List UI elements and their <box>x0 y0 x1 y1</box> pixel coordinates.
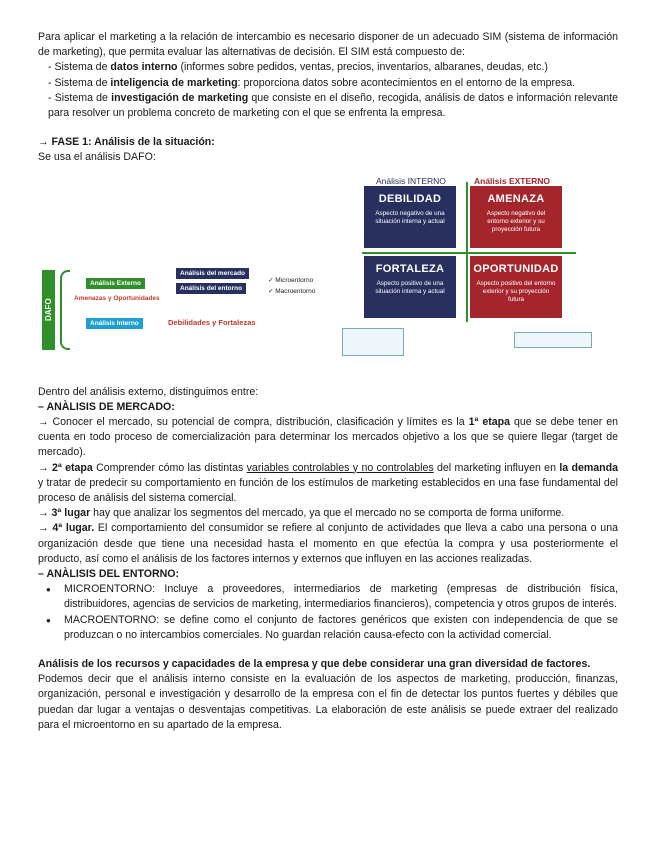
oportunidad-title: OPORTUNIDAD <box>473 262 559 275</box>
amenazas-oportunidades-label: Amenazas y Oportunidades <box>74 294 160 302</box>
header-interno: Análisis INTERNO <box>376 175 446 186</box>
fortaleza-text: Aspecto positivo de una situación interna y actual <box>375 279 445 295</box>
sim-item-inteligencia: - Sistema de inteligencia de marketing: proporciona datos sobre acontecimientos en el entorno de la empresa. <box>48 76 576 89</box>
amenaza-title: AMENAZA <box>487 192 545 205</box>
cross-vertical <box>466 182 468 322</box>
fase-subtitle: Se usa el análisis DAFO: <box>38 151 156 164</box>
sim-item-datos: - Sistema de datos interno (informes sobre pedidos, ventas, precios, inventarios, albaranes, deudas, etc.) <box>48 61 548 74</box>
brace-shape <box>60 270 70 350</box>
intro-paragraph: Para aplicar el marketing a la relación de intercambio es necesario disponer de un adecuado SIM (sistema de información de marketing), que permita evaluar las alternativas de decisión. El SIM está compuesto de: <box>38 31 618 59</box>
mercado-etapa-4: → 4ª lugar. El comportamiento del consumidor se refiere al conjunto de actividades que lleva a cabo una persona o una organización desde que tiene una necesidad hasta el momento en que efectúa la compra y usa posteriormente el producto, así como el análisis de los factores internos y externos que influyen en las acciones realizadas. <box>38 522 618 565</box>
microentorno-label: ✓ Microentorno <box>268 276 314 284</box>
list-item: ● MACROENTORNO: se define como el conjunto de factores genéricos que existen con independencia de que se produzcan o no intercambios comerciales. No guardan relación causa-efecto con la actividad comercial. <box>64 613 618 643</box>
mercado-etapa-2: → 2ª etapa Comprender cómo las distintas variables controlables y no controlables del marketing influyen en la demanda y tratar de predecir su comportamiento en función de los estímulos de marketing establecidos en una fase fundamental del proceso de análisis del sistema comercial. <box>38 461 618 505</box>
callout-left <box>342 328 404 356</box>
macroentorno-label: ✓ Macroentorno <box>268 287 316 295</box>
debilidades-fortalezas-label: Debilidades y Fortalezas <box>168 317 256 327</box>
fortaleza-title: FORTALEZA <box>375 262 445 275</box>
interno-paragraph: Podemos decir que el análisis interno consiste en la evaluación de los aspectos de marketing, producción, finanzas, organización, personal e investigación y desarrollo de la empresa con el fin de detectar los puntos fuertes y débiles que puedan dar lugar a ventajas o desventajas competitivas. La elaboración de este análisis se puede extraer del realizado para el microentorno en su apartado de la empresa. <box>38 673 618 731</box>
analisis-entorno-pill: Análisis del entorno <box>176 283 246 294</box>
sim-item-investigacion: - Sistema de investigación de marketing que consiste en el diseño, recogida, análisis de datos e información relevante para resolver un problema concreto de marketing con el que se enfrenta la empresa. <box>48 91 618 120</box>
analisis-interno-pill: Análisis Interno <box>86 318 143 329</box>
debilidad-title: DEBILIDAD <box>378 192 442 205</box>
fase-title: → FASE 1: Análisis de la situación: <box>38 136 215 149</box>
header-externo: Análisis EXTERNO <box>474 175 551 186</box>
debilidad-quadrant <box>364 186 456 248</box>
analisis-mercado-pill: Análisis del mercado <box>176 268 249 279</box>
entorno-list <box>38 582 618 643</box>
heading-entorno: – ANÀLISIS DEL ENTORNO: <box>38 568 180 581</box>
heading-mercado: – ANÀLISIS DE MERCADO: <box>38 400 175 413</box>
dafo-figure <box>38 170 618 385</box>
heading-recursos: Análisis de los recursos y capacidades de la empresa y que debe considerar una gran diversidad de factores. <box>38 658 591 671</box>
document-page <box>38 30 618 733</box>
mercado-etapa-1: → Conocer el mercado, su potencial de compra, distribución, clasificación y límites es la 1ª etapa que se debe tener en cuenta en todo proceso de comercialización para determinar los mercados objetivo a los que se quiere llegar (target de mercado). <box>38 416 619 459</box>
analisis-externo-pill: Análisis Externo <box>86 278 145 289</box>
fortaleza-quadrant <box>364 256 456 318</box>
oportunidad-quadrant <box>470 256 562 318</box>
list-item: ● MICROENTORNO: Incluye a proveedores, intermediarios de marketing (empresas de distribución física, distribuidores, agencias de servicios de marketing, intermediarios financieros), competencia y otros grupos de interés. <box>64 582 618 612</box>
amenaza-quadrant <box>470 186 562 248</box>
callout-right <box>514 332 592 348</box>
mercado-etapa-3: → 3ª lugar hay que analizar los segmentos del mercado, ya que el mercado no se comporta de forma uniforme. <box>38 507 565 520</box>
debilidad-text: Aspecto negativo de una situación interna y actual <box>375 209 445 225</box>
oportunidad-text: Aspecto positivo del entorno exterior y su proyección futura <box>476 279 556 303</box>
amenaza-text: Aspecto negativo del entorno exterior y su proyección futura <box>486 209 546 233</box>
dafo-label: DAFO <box>42 270 55 350</box>
externo-intro: Dentro del análisis externo, distinguimos entre: <box>38 385 259 398</box>
cross-horizontal <box>362 252 576 254</box>
